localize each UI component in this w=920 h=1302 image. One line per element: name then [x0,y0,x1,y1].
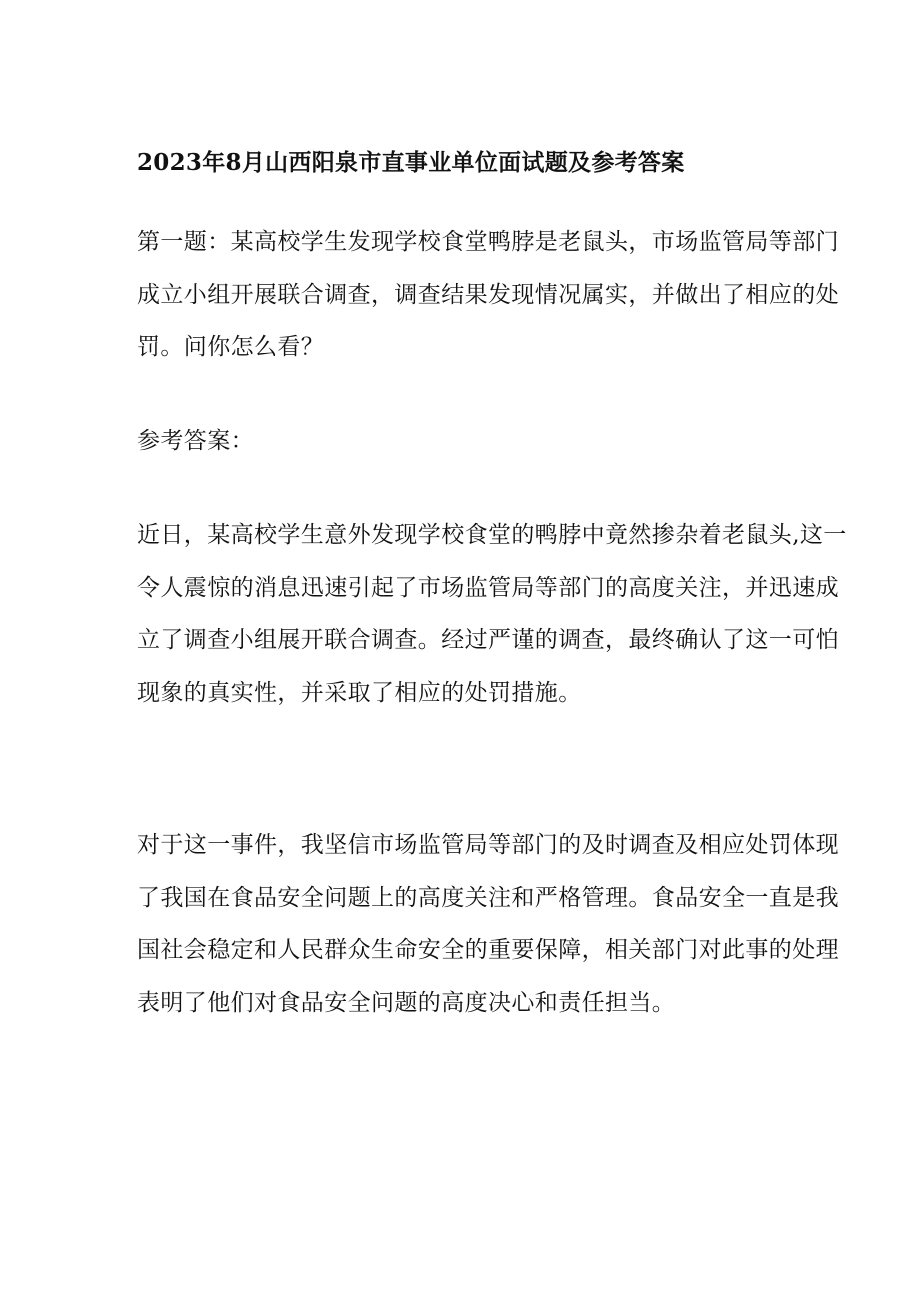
answer-line: 现象的真实性，并采取了相应的处罚措施。 [137,679,582,706]
answer-line: 表明了他们对食品安全问题的高度决心和责任担当。 [137,989,676,1016]
answer-line: 了我国在食品安全问题上的高度关注和严格管理。食品安全一直是我 [137,884,839,911]
answer-paragraph-2 [137,819,839,1029]
answer-label: 参考答案： [137,428,254,454]
answer-line: 对于这一事件，我坚信市场监管局等部门的及时调查及相应处罚体现 [137,832,839,858]
question-paragraph [137,216,839,374]
answer-line: 令人震惊的消息迅速引起了市场监管局等部门的高度关注，并迅速成 [137,574,839,601]
answer-line: 立了调查小组展开联合调查。经过严谨的调查，最终确认了这一可怕 [137,627,839,653]
answer-line: 国社会稳定和人民群众生命安全的重要保障，相关部门对此事的处理 [137,937,839,963]
question-line: 成立小组开展联合调查，调查结果发现情况属实，并做出了相应的处 [137,281,839,308]
document-title: 2023年8月山西阳泉市直事业单位面试题及参考答案 [137,149,685,176]
answer-paragraph-1 [137,509,847,719]
question-line: 第一题：某高校学生发现学校食堂鸭脖是老鼠头，市场监管局等部门 [137,229,839,255]
question-line: 罚。问你怎么看？ [137,334,325,360]
answer-line: 近日，某高校学生意外发现学校食堂的鸭脖中竟然掺杂着老鼠头,这一 [137,522,847,548]
